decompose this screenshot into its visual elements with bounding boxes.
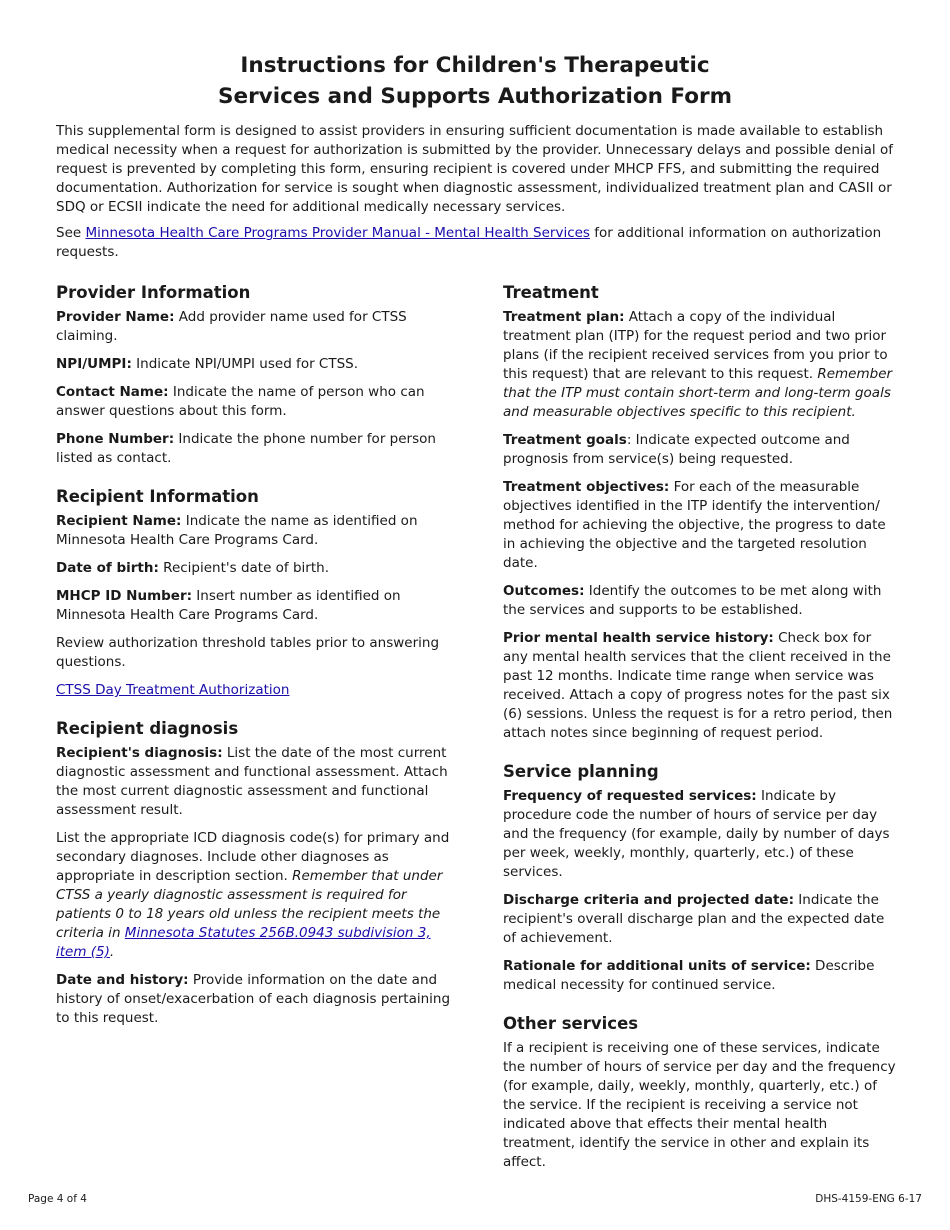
outcomes-label: Outcomes: xyxy=(503,583,585,599)
provider-name-label: Provider Name: xyxy=(56,309,175,325)
icd-end: . xyxy=(109,944,115,960)
recipient-name-item xyxy=(56,512,456,550)
mhcp-label: MHCP ID Number: xyxy=(56,588,193,604)
planning-heading: Service planning xyxy=(503,762,659,781)
rationale-text: Describe medical necessity for continued service. xyxy=(503,958,875,993)
other-services-heading: Other services xyxy=(503,1014,639,1033)
dob-text: Recipient's date of birth. xyxy=(158,560,329,576)
history-item xyxy=(56,971,456,1028)
recipient-name-label: Recipient Name: xyxy=(56,513,182,529)
prior-history-item xyxy=(503,629,898,743)
discharge-item xyxy=(503,891,898,948)
frequency-text: Indicate by procedure code the number of hours of service per day and the frequency (for example, daily by number of days per week, weekly, monthly, quarterly, etc.) of these services. xyxy=(503,788,890,880)
plan-text: Attach a copy of the individual treatment plan (ITP) for the request period and two prior plans (if the recipient received services from you prior to this request) that are relevant to this request. xyxy=(503,309,888,382)
provider-name-item xyxy=(56,308,456,346)
page-number: Page 4 of 4 xyxy=(28,1193,87,1205)
dob-label: Date of birth: xyxy=(56,560,159,576)
contact-label: Contact Name: xyxy=(56,384,169,400)
icd-item xyxy=(56,829,456,962)
form-id: DHS-4159-ENG 6-17 xyxy=(815,1193,922,1205)
npi-item xyxy=(56,355,456,374)
statutes-link[interactable]: Minnesota Statutes 256B.0943 subdivision 3, item (5) xyxy=(56,925,431,960)
phone-item xyxy=(56,430,456,468)
goals-item xyxy=(503,431,898,469)
npi-label: NPI/UMPI: xyxy=(56,356,132,372)
discharge-label: Discharge criteria and projected date: xyxy=(503,892,794,908)
diagnosis-item xyxy=(56,744,456,820)
diagnosis-heading: Recipient diagnosis xyxy=(56,719,239,738)
phone-text: Indicate the phone number for person listed as contact. xyxy=(56,431,436,466)
objectives-label: Treatment objectives: xyxy=(503,479,670,495)
discharge-text: Indicate the recipient's overall discharge plan and the expected date of achievement. xyxy=(503,892,885,946)
phone-label: Phone Number: xyxy=(56,431,175,447)
see-paragraph xyxy=(56,224,901,262)
recipient-heading: Recipient Information xyxy=(56,487,259,506)
see-prefix: See xyxy=(56,225,86,241)
right-column xyxy=(503,282,898,1181)
ctss-day-treatment-link[interactable]: CTSS Day Treatment Authorization xyxy=(56,682,290,698)
history-label: Date and history: xyxy=(56,972,189,988)
icd-text: List the appropriate ICD diagnosis code(s) for primary and secondary diagnoses. Include other diagnoses as appropriate in description section. xyxy=(56,830,450,884)
review-text: Review authorization threshold tables prior to answering questions. xyxy=(56,635,440,670)
outcomes-text: Identify the outcomes to be met along with the services and supports to be established. xyxy=(503,583,882,618)
history-text: Provide information on the date and history of onset/exacerbation of each diagnosis pertaining to this request. xyxy=(56,972,451,1026)
frequency-item xyxy=(503,787,898,882)
objectives-text: For each of the measurable objectives identified in the ITP identify the intervention/ method for achieving the objective, the progress to date in achieving the objective and the targeted resolution date. xyxy=(503,479,886,571)
npi-text: Indicate NPI/UMPI used for CTSS. xyxy=(131,356,359,372)
outcomes-item xyxy=(503,582,898,620)
provider-heading: Provider Information xyxy=(56,283,251,302)
mhcp-text: Insert number as identified on Minnesota Health Care Programs Card. xyxy=(56,588,401,623)
recipient-name-text: Indicate the name as identified on Minnesota Health Care Programs Card. xyxy=(56,513,418,548)
frequency-label: Frequency of requested services: xyxy=(503,788,757,804)
other-services-text: If a recipient is receiving one of these services, indicate the number of hours of service per day and the frequency (for example, daily, weekly, monthly, quarterly, etc.) of the service. If the recipient is receiving a service not indicated above that effects their mental health treatment, identify the service in other and explain its affect. xyxy=(503,1040,896,1170)
treatment-heading: Treatment xyxy=(503,283,599,302)
left-column xyxy=(56,282,456,1037)
mhcp-item xyxy=(56,587,456,625)
page-title xyxy=(0,50,950,112)
title-line-1: Instructions for Children's Therapeutic xyxy=(240,53,710,78)
objectives-item xyxy=(503,478,898,573)
diagnosis-label: Recipient's diagnosis: xyxy=(56,745,223,761)
provider-manual-link[interactable]: Minnesota Health Care Programs Provider Manual - Mental Health Services xyxy=(85,225,590,241)
prior-history-label: Prior mental health service history: xyxy=(503,630,774,646)
dob-item xyxy=(56,559,456,578)
intro-paragraph: This supplemental form is designed to assist providers in ensuring sufficient documentation is made available to establish medical necessity when a request for authorization is submitted by the provider. Unnecessary delays and possible denial of request is prevented by completing this form, ensuring recipient is covered under MHCP FFS, and submitting the required documentation. Authorization for service is sought when diagnostic assessment, individualized treatment plan and CASII or SDQ or ECSII indicate the need for additional medically necessary services. xyxy=(56,123,893,215)
contact-item xyxy=(56,383,456,421)
contact-text: Indicate the name of person who can answer questions about this form. xyxy=(56,384,425,419)
see-suffix: for additional information on authorization requests. xyxy=(56,225,882,260)
goals-label: Treatment goals xyxy=(503,432,627,448)
ctss-item xyxy=(56,681,456,700)
plan-label: Treatment plan: xyxy=(503,309,625,325)
icd-italic: Remember that under CTSS a yearly diagnostic assessment is required for patients 0 to 18 years old unless the recipient meets the criteria in xyxy=(56,868,443,941)
goals-text: : Indicate expected outcome and prognosis from service(s) being requested. xyxy=(503,432,850,467)
diagnosis-text: List the date of the most current diagnostic assessment and functional assessment. Attach the most current diagnostic assessment and functional assessment result. xyxy=(56,745,448,818)
rationale-label: Rationale for additional units of service: xyxy=(503,958,811,974)
plan-item xyxy=(503,308,898,422)
title-line-2: Services and Supports Authorization Form xyxy=(218,84,732,109)
rationale-item xyxy=(503,957,898,995)
plan-italic: Remember that the ITP must contain short-term and long-term goals and measurable objectives specific to this recipient. xyxy=(503,366,893,420)
provider-name-text: Add provider name used for CTSS claiming. xyxy=(56,309,407,344)
prior-history-text: Check box for any mental health services that the client received in the past 12 months. Indicate time range when service was received. Attach a copy of progress notes for the past six (6) sessions. Unless the request is for a retro period, then attach notes since beginning of request period. xyxy=(503,630,893,741)
